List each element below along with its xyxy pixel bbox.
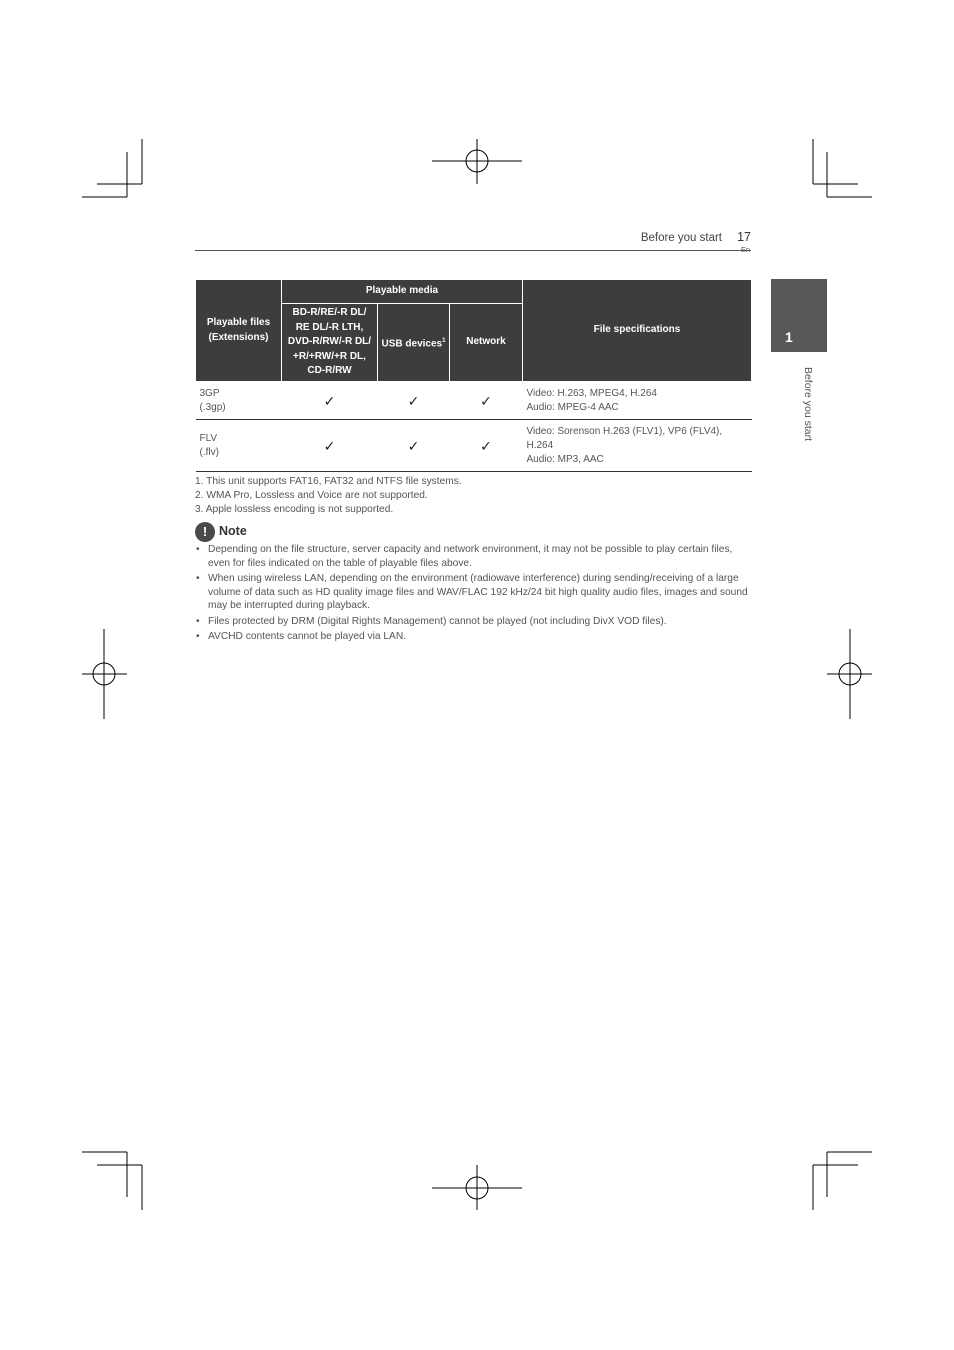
table-row [196, 382, 752, 420]
spec-audio: Audio: MPEG-4 AAC [526, 401, 619, 413]
list-item [195, 630, 751, 644]
note-list [195, 543, 751, 646]
check-icon: ✓ [450, 382, 523, 420]
header-disc-media: BD-R/RE/-R DL/ RE DL/-R LTH, DVD-R/RW/-R DL/ +R/+RW/+R DL, CD-R/RW [282, 304, 378, 382]
header-file-specifications: File specifications [523, 280, 752, 382]
usb-label: USB devices [381, 337, 443, 349]
file-format: FLV [199, 432, 218, 444]
bullet: • [196, 631, 200, 642]
section-title: Before you start [640, 232, 722, 244]
check-icon: ✓ [378, 382, 450, 420]
list-item [195, 615, 751, 629]
table-row [196, 420, 752, 472]
footnote: 1. This unit supports FAT16, FAT32 and NTFS file systems. [195, 476, 462, 487]
page-number: 17 [737, 230, 751, 244]
spec-cell [523, 382, 752, 420]
note-text: AVCHD contents cannot be played via LAN. [208, 631, 407, 642]
bullet: • [196, 615, 200, 627]
file-format: 3GP [199, 387, 220, 399]
file-extension: (.3gp) [199, 401, 226, 413]
note-text: Files protected by DRM (Digital Rights Management) cannot be played (not including DivX VOD files). [208, 615, 667, 627]
chapter-tab [771, 279, 827, 352]
spec-video: Video: H.263, MPEG4, H.264 [526, 387, 657, 399]
check-icon: ✓ [378, 420, 450, 472]
check-icon: ✓ [450, 420, 523, 472]
footnote: 3. Apple lossless encoding is not supported. [195, 504, 394, 515]
language-code: En [740, 245, 750, 254]
file-type-cell [196, 420, 282, 472]
bullet: • [196, 573, 200, 584]
file-extension: (.flv) [199, 446, 219, 458]
page-header [195, 228, 751, 254]
chapter-number: 1 [785, 329, 793, 345]
header-playable-files: Playable files (Extensions) [196, 280, 282, 382]
file-type-cell [196, 382, 282, 420]
note-text: When using wireless LAN, depending on the environment (radiowave interference) during sending/receiving of a large volume of data such as HD quality image files and WAV/FLAC 192 kHz/24 bit high quality audio files, images and sound may be interrupted during playback. [208, 573, 748, 611]
header-network: Network [450, 304, 523, 382]
spec-cell [523, 420, 752, 472]
spec-audio: Audio: MP3, AAC [526, 453, 604, 465]
check-icon: ✓ [282, 420, 378, 472]
exclamation-icon: ! [195, 522, 215, 542]
list-item [195, 572, 751, 613]
footnotes [195, 475, 751, 517]
list-item [195, 543, 751, 570]
header-playable-media: Playable media [282, 280, 523, 304]
spec-video: Video: Sorenson H.263 (FLV1), VP6 (FLV4), H.264 [526, 425, 723, 451]
check-icon: ✓ [282, 382, 378, 420]
chapter-side-label: Before you start [802, 366, 814, 442]
header-usb-devices [378, 304, 450, 382]
playable-files-table [195, 279, 752, 472]
bullet: • [196, 544, 200, 555]
note-text: Depending on the file structure, server capacity and network environment, it may not be possible to play certain files, even for files indicated on the table of playable files above. [208, 544, 733, 569]
note-title: Note [219, 524, 247, 538]
usb-footnote-ref: 1 [442, 337, 446, 344]
footnote: 2. WMA Pro, Lossless and Voice are not supported. [195, 490, 428, 501]
